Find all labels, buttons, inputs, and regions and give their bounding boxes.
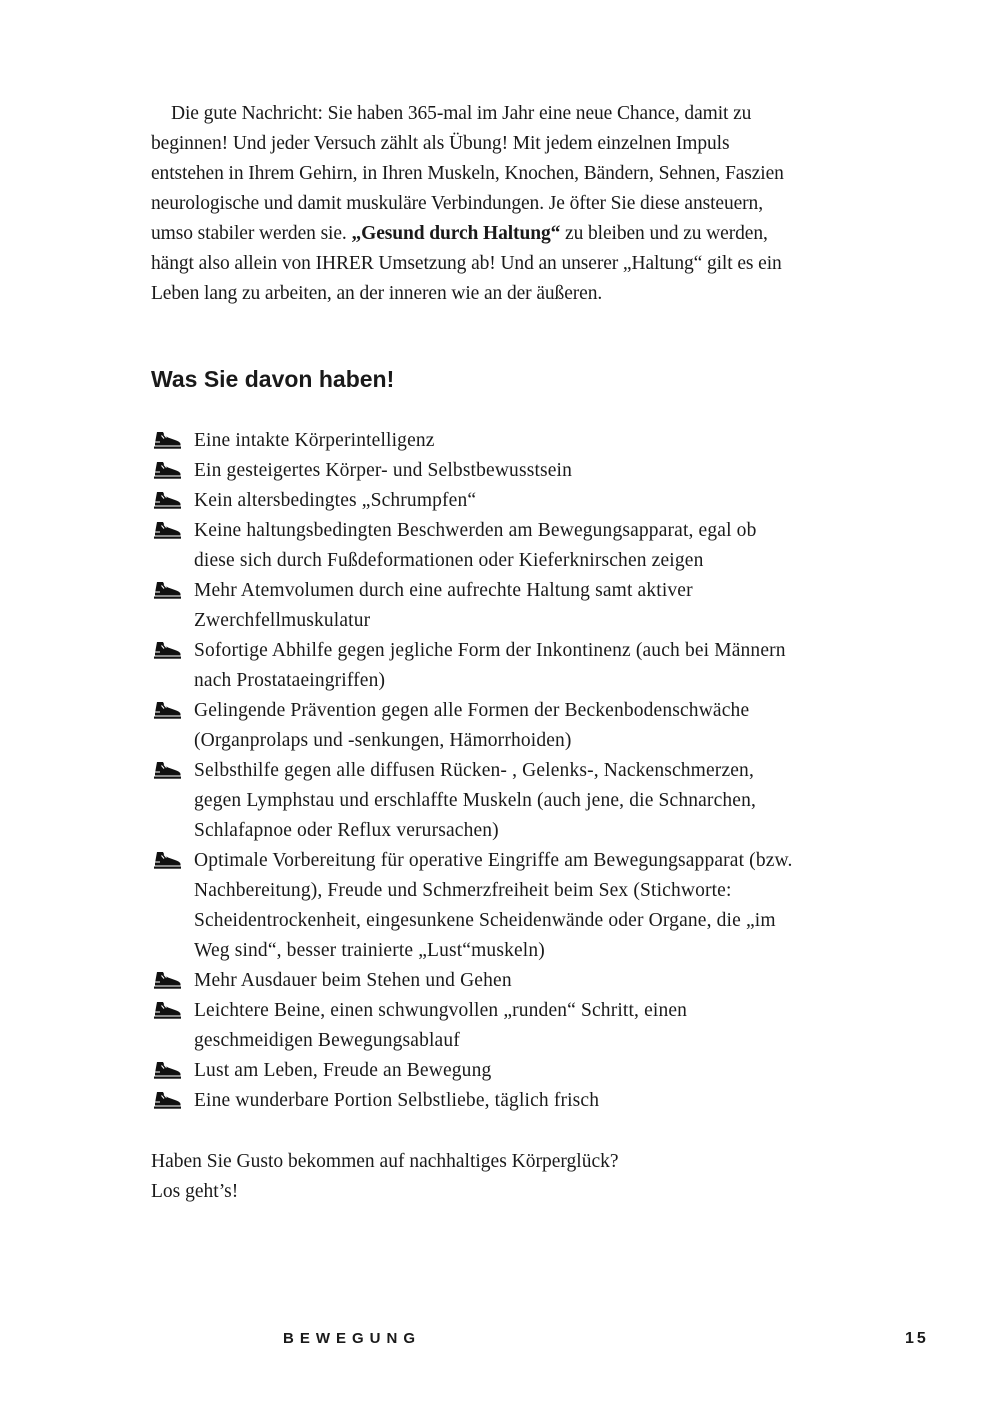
sneaker-icon xyxy=(152,580,182,600)
list-item-text: Lust am Leben, Freude an Bewegung xyxy=(194,1060,492,1081)
sneaker-icon xyxy=(152,760,182,780)
sneaker-icon xyxy=(152,1090,182,1110)
list-item-text: Eine intakte Körperintelligenz xyxy=(194,430,435,451)
page-number: 15 xyxy=(905,1330,929,1347)
list-item xyxy=(151,636,801,696)
list-item xyxy=(151,996,801,1056)
closing-paragraph xyxy=(151,1147,619,1207)
sneaker-icon xyxy=(152,460,182,480)
list-item xyxy=(151,426,801,456)
section-heading: Was Sie davon haben! xyxy=(151,366,395,392)
list-item-text: Selbsthilfe gegen alle diffusen Rücken- , Gelenks-, Nackenschmerzen, gegen Lymphstau und erschlaffte Muskeln (auch jene, die Schnarchen, Schlafapnoe oder Reflux verursachen) xyxy=(194,760,757,841)
sneaker-icon xyxy=(152,520,182,540)
list-item-text: Sofortige Abhilfe gegen jegliche Form der Inkontinenz (auch bei Männern nach Prostataeingriffen) xyxy=(194,640,786,691)
intro-paragraph xyxy=(151,99,791,309)
closing-line-1: Haben Sie Gusto bekommen auf nachhaltiges Körperglück? xyxy=(151,1151,619,1172)
footer-section-label: BEWEGUNG xyxy=(283,1330,421,1347)
sneaker-icon xyxy=(152,700,182,720)
list-item-text: Eine wunderbare Portion Selbstliebe, täglich frisch xyxy=(194,1090,600,1111)
sneaker-icon xyxy=(152,490,182,510)
list-item-text: Mehr Ausdauer beim Stehen und Gehen xyxy=(194,970,512,991)
list-item xyxy=(151,516,801,576)
sneaker-icon xyxy=(152,970,182,990)
list-item xyxy=(151,696,801,756)
list-item xyxy=(151,486,801,516)
intro-text-part-1: Die gute Nachricht: Sie haben 365-mal im Jahr eine neue Chance, damit zu beginnen! Und jeder Versuch zählt als Übung! Mit jedem einzelnen Impuls entstehen in Ihrem Gehirn, in Ihren Muskeln, Knochen, Bändern, Sehnen, Faszien neurologische und damit muskuläre Verbindungen. Je öfter Sie diese ansteuern, umso stabiler werden sie. xyxy=(151,103,784,244)
list-item xyxy=(151,846,801,966)
sneaker-icon xyxy=(152,1060,182,1080)
list-item xyxy=(151,1056,801,1086)
list-item xyxy=(151,966,801,996)
list-item-text: Keine haltungsbedingten Beschwerden am Bewegungsapparat, egal ob diese sich durch Fußdeformationen oder Kieferknirschen zeigen xyxy=(194,520,757,571)
list-item-text: Leichtere Beine, einen schwungvollen „runden“ Schritt, einen geschmeidigen Bewegungsablauf xyxy=(194,1000,688,1051)
intro-text-part-2: zu bleiben und zu werden, hängt also allein von IHRER Umsetzung ab! Und an unserer „Haltung“ gilt es ein Leben lang zu arbeiten, an der inneren wie an der äußeren. xyxy=(151,223,782,304)
list-item-text: Ein gesteigertes Körper- und Selbstbewusstsein xyxy=(194,460,573,481)
list-item xyxy=(151,456,801,486)
sneaker-icon xyxy=(152,640,182,660)
list-item-text: Optimale Vorbereitung für operative Eingriffe am Bewegungsapparat (bzw. Nachbereitung), Freude und Schmerzfreiheit beim Sex (Stichworte: Scheidentrockenheit, eingesunkene Scheidenwände oder Organe, die „im Weg sind“, besser trainierte „Lust“muskeln) xyxy=(194,850,793,961)
list-item xyxy=(151,756,801,846)
closing-line-2: Los geht’s! xyxy=(151,1181,239,1202)
list-item xyxy=(151,576,801,636)
sneaker-icon xyxy=(152,850,182,870)
list-item-text: Gelingende Prävention gegen alle Formen der Beckenbodenschwäche (Organprolaps und -senkungen, Hämorrhoiden) xyxy=(194,700,750,751)
sneaker-icon xyxy=(152,1000,182,1020)
list-item-text: Kein altersbedingtes „Schrumpfen“ xyxy=(194,490,477,511)
intro-bold-phrase: „Gesund durch Haltung“ xyxy=(351,223,561,244)
list-item xyxy=(151,1086,801,1116)
sneaker-icon xyxy=(152,430,182,450)
benefits-list xyxy=(151,426,801,1116)
list-item-text: Mehr Atemvolumen durch eine aufrechte Haltung samt aktiver Zwerchfellmuskulatur xyxy=(194,580,693,631)
